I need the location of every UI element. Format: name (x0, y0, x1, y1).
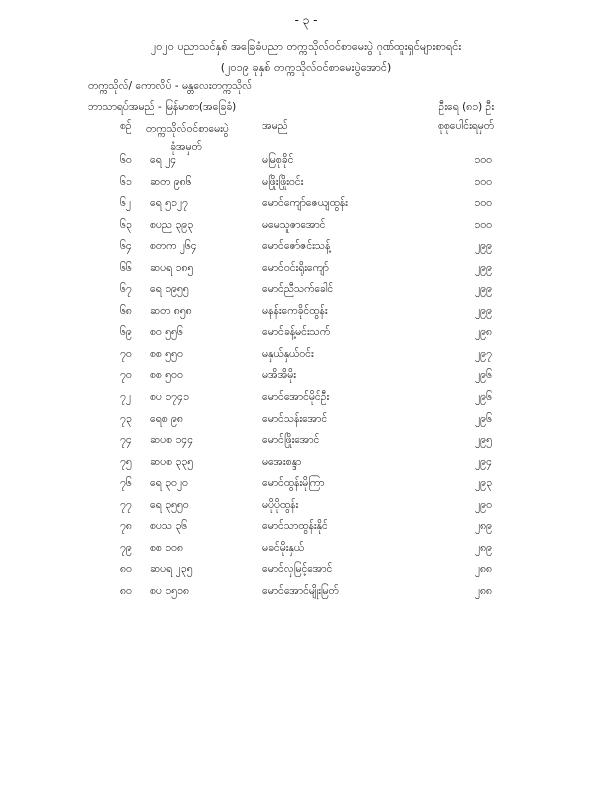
row-roll: ဆပရ ၂၃၅ (150, 563, 193, 576)
row-number: ၇၉ (120, 541, 132, 554)
row-name: မအိအိမိုး (262, 369, 296, 382)
table-row (0, 258, 612, 280)
row-roll: စစ ၅၅၀ (150, 347, 183, 360)
row-name: မောင်အောင်မျိုးမြတ် (262, 584, 339, 597)
row-roll: ရေ ၃၅၅၀ (150, 498, 189, 511)
row-total: ၂၈၈ (474, 584, 492, 597)
row-roll: ရေ ၂၄ (150, 154, 177, 166)
row-roll: စစ ၅၀၀ (150, 369, 183, 382)
column-header-roll-line1: တက္ကသိုလ်ဝင်စာမေးပွဲ (146, 123, 229, 135)
row-number: ၆၇ (120, 283, 132, 296)
row-number: ၇၀ (120, 369, 132, 382)
student-count: ဦးရေ (၈၁) ဦး (438, 101, 494, 113)
row-number: ၇၀ (120, 347, 132, 360)
table-row (0, 473, 612, 495)
row-number: ၇၄ (120, 434, 132, 447)
row-total: ၁၀၀ (474, 154, 492, 166)
row-total: ၂၈၉ (474, 541, 492, 554)
column-header-no: စဉ် (120, 120, 132, 132)
row-number: ၆၂ (120, 197, 132, 210)
row-name: မောင်ဝင်းရိုးကျော် (262, 261, 329, 274)
row-roll: ဆတ ၉၈၆ (150, 175, 192, 188)
row-total: ၂၉၈ (474, 326, 492, 339)
row-roll: ဆတ ၈၅၈ (150, 304, 192, 317)
row-roll: ရေ ၅၁၂၇ (150, 197, 188, 210)
table-row (0, 279, 612, 301)
row-name: မောင်လှမြင့်အောင် (262, 563, 333, 576)
row-name: မောင်ကျော်ဇေယျထွန်း (262, 197, 348, 210)
row-number: ၆၃ (120, 218, 132, 231)
page-number: - ၃ - (294, 13, 318, 27)
row-total: ၂၉၉ (475, 261, 492, 274)
table-row (0, 409, 612, 431)
row-name: မပိုပိုထွန်း (262, 498, 299, 511)
table-row (0, 322, 612, 344)
row-total: ၂၉၉ (475, 283, 492, 296)
row-total: ၂၉၆ (475, 369, 492, 382)
row-number: ၆၈ (120, 304, 132, 317)
row-roll: ရေစ ၉၈ (150, 412, 183, 425)
table-row (0, 301, 612, 323)
row-name: မအေးစန္ဒာ (262, 455, 302, 468)
row-total: ၂၉၉ (475, 240, 492, 253)
row-roll: စပသ ၃၆ (150, 520, 188, 533)
results-table (0, 150, 612, 602)
row-number: ၈၀ (120, 563, 132, 576)
table-row (0, 430, 612, 452)
table-row (0, 387, 612, 409)
row-total: ၂၈၉ (474, 520, 492, 533)
row-total: ၁၀၀ (474, 197, 492, 210)
table-row (0, 365, 612, 387)
row-name: မခင်မိုးနှယ် (262, 541, 305, 554)
table-row (0, 538, 612, 560)
row-total: ၁၀၀ (474, 218, 492, 231)
row-roll: ရေ ၃၀၂၀ (150, 477, 188, 490)
table-row (0, 581, 612, 603)
row-number: ၆၆ (120, 261, 132, 274)
table-row (0, 344, 612, 366)
row-roll: စပ ၁၇၄၁ (150, 391, 189, 404)
row-roll: စပ ၁၅၁၈ (150, 584, 189, 597)
table-row (0, 516, 612, 538)
table-row (0, 193, 612, 215)
row-name: မောင်သာထွန်းနိုင် (262, 520, 328, 533)
row-roll: စပည ၃၉၃ (150, 218, 194, 231)
row-name: မောင်ညီသက်ခေါင် (262, 283, 334, 296)
row-number: ၆၄ (120, 240, 132, 253)
table-row (0, 172, 612, 194)
row-name: မောင်အောင်မိုင်ဦး (262, 391, 330, 404)
row-roll: စတက ၂၆၄ (150, 240, 197, 253)
university-header: တက္ကသိုလ်/ ကောလိပ် - မန္တလေးတက္ကသိုလ် (88, 80, 253, 92)
row-total: ၂၉၇ (475, 347, 492, 360)
row-number: ၈၀ (120, 584, 132, 597)
row-number: ၆၁ (120, 175, 132, 188)
row-total: ၂၈၈ (474, 563, 492, 576)
row-name: မမေသူဇာအောင် (262, 218, 326, 231)
table-row (0, 559, 612, 581)
row-roll: ရေ ၁၉၅၅ (150, 283, 189, 296)
row-number: ၇၅ (120, 455, 132, 468)
table-row (0, 236, 612, 258)
subject-header: ဘာသာရပ်အမည် - မြန်မာစာ(အခြေခံ) (88, 101, 237, 113)
row-roll: စစ ၁၀၈ (150, 541, 183, 554)
row-name: မောင်ဖြိုးအောင် (262, 434, 320, 447)
document-title: ၂၀၂၀ ပညာသင်နှစ် အခြေခံပညာ တက္ကသိုလ်ဝင်စာမေးပွဲ ဂုဏ်ထူးရှင်များစာရင်း (150, 40, 462, 53)
column-header-total: စုစုပေါင်းရမှတ် (437, 120, 494, 132)
row-name: မဖြိုးဖြိုးဝင်း (262, 175, 304, 188)
row-number: ၇၆ (120, 477, 132, 490)
table-row (0, 452, 612, 474)
column-header-name: အမည် (262, 120, 288, 132)
document-subtitle: (၂၀၁၉ ခုနှစ် တက္ကသိုလ်ဝင်စာမေးပွဲအောင်) (220, 61, 392, 74)
row-name: မမြစုခိုင် (262, 154, 294, 166)
column-header-roll-line2: ခုံအမှတ် (170, 141, 202, 153)
row-total: ၂၉၆ (475, 412, 492, 425)
row-roll: ဆပရ ၁၈၅ (150, 261, 194, 274)
row-total: ၂၉၆ (475, 391, 492, 404)
row-number: ၆၀ (120, 154, 132, 166)
row-name: မနန်းကေခိုင်ထွန်း (262, 304, 328, 317)
row-total: ၂၉၅ (475, 434, 492, 447)
row-total: ၂၉၉ (475, 304, 492, 317)
table-row (0, 150, 612, 172)
row-name: မောင်ထွန်းမိုကြာ (262, 477, 325, 490)
row-number: ၇၂ (120, 391, 132, 404)
row-roll: စဝ ၅၅၆ (150, 326, 183, 339)
row-total: ၁၀၀ (474, 175, 492, 188)
row-number: ၇၃ (120, 412, 132, 425)
row-number: ၇၈ (120, 520, 132, 533)
row-name: မောင်သန်းအောင် (262, 412, 328, 425)
row-total: ၂၉၄ (475, 455, 492, 468)
table-row (0, 495, 612, 517)
row-name: မောင်ဇော်ဇင်းသန့် (262, 240, 331, 253)
row-name: မောင်ခန့်မင်းသက် (262, 326, 331, 339)
row-roll: ဆပစ ၃၃၅ (150, 455, 194, 468)
row-number: ၆၉ (120, 326, 132, 339)
row-name: မနှယ်နှယ်ဝင်း (262, 347, 314, 360)
row-roll: ဆပစ ၁၄၄ (150, 434, 194, 447)
table-row (0, 215, 612, 237)
row-total: ၂၉၃ (475, 477, 492, 490)
row-number: ၇၇ (120, 498, 132, 511)
row-total: ၂၉၀ (475, 498, 492, 511)
